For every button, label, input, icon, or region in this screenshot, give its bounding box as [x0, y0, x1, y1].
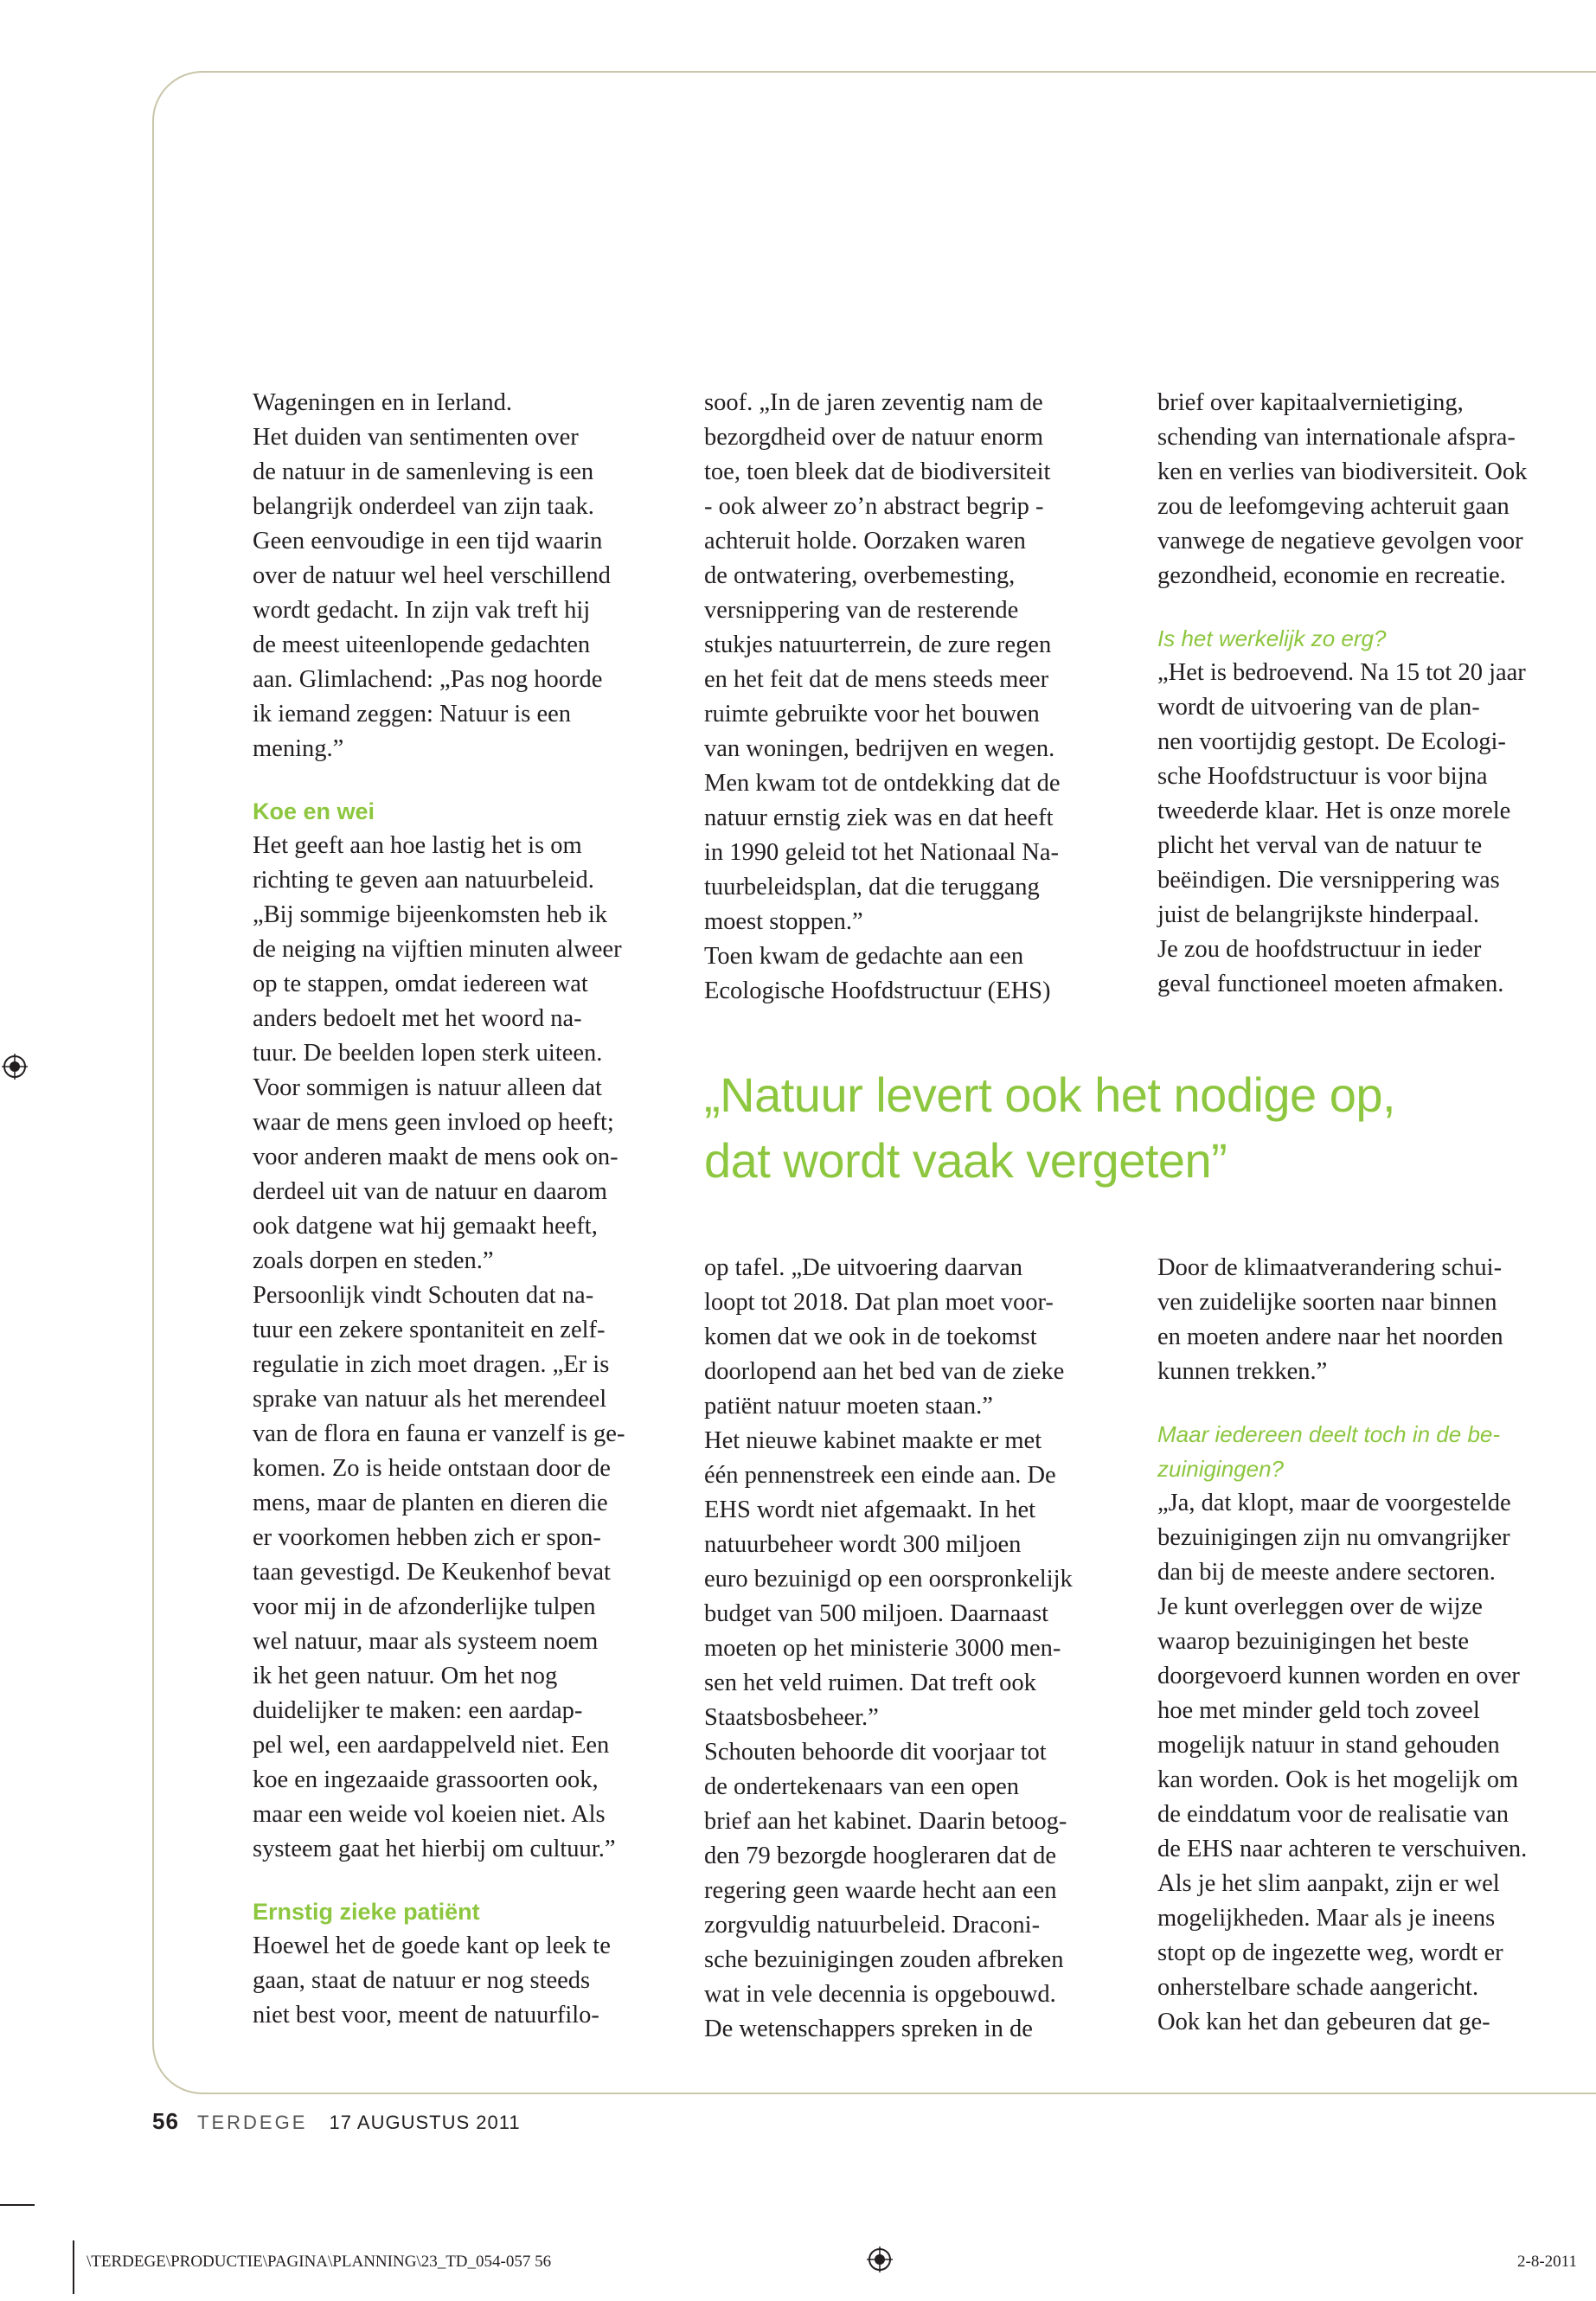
text-line: beëindigen. Die versnippering was	[1157, 867, 1500, 894]
text-line: van de flora en fauna er vanzelf is ge-	[253, 1420, 625, 1447]
text-line: Het geeft aan hoe lastig het is om	[253, 832, 582, 859]
paragraph	[704, 1251, 1137, 2047]
text-line: toe, toen bleek dat de biodiversiteit	[704, 458, 1051, 485]
text-line: achteruit holde. Oorzaken waren	[704, 528, 1026, 554]
text-line: zou de leefomgeving achteruit gaan	[1157, 493, 1509, 520]
text-line: ken en verlies van biodiversiteit. Ook	[1157, 458, 1528, 485]
pull-quote-line: „Natuur levert ook het nodige op,	[704, 1067, 1396, 1122]
crop-mark	[0, 2204, 35, 2206]
text-line: Hoewel het de goede kant op leek te	[253, 1932, 611, 1959]
text-line: geval functioneel moeten afmaken.	[1157, 971, 1504, 997]
text-line: niet best voor, meent de natuurfilo-	[253, 2002, 599, 2029]
text-line: mening.”	[253, 735, 344, 762]
text-line: tuurbeleidsplan, dat die teruggang	[704, 874, 1040, 901]
text-line: regering geen waarde hecht aan een	[704, 1877, 1057, 1904]
text-line: gezondheid, economie en recreatie.	[1157, 562, 1506, 589]
text-line: bezuinigingen zijn nu omvangrijker	[1157, 1524, 1510, 1551]
text-line: juist de belangrijkste hinderpaal.	[1157, 901, 1479, 928]
paragraph	[1157, 1251, 1590, 1389]
text-line: Je zou de hoofdstructuur in ieder	[1157, 936, 1482, 963]
text-line: Persoonlijk vindt Schouten dat na-	[253, 1282, 594, 1309]
registration-mark-icon	[867, 2247, 893, 2272]
text-line: Voor sommigen is natuur alleen dat	[253, 1074, 602, 1101]
text-line: stukjes natuurterrein, de zure regen	[704, 631, 1052, 658]
text-line: EHS wordt niet afgemaakt. In het	[704, 1497, 1036, 1523]
article-column-middle-bottom	[704, 1251, 1137, 2047]
text-line: systeem gaat het hierbij om cultuur.”	[253, 1836, 616, 1862]
text-line: Door de klimaatverandering schui-	[1157, 1254, 1503, 1281]
text-line: ook datgene wat hij gemaakt heeft,	[253, 1213, 598, 1240]
text-line: natuurbeheer wordt 300 miljoen	[704, 1531, 1022, 1558]
text-line: en moeten andere naar het noorden	[1157, 1324, 1503, 1350]
text-line: wordt gedacht. In zijn vak treft hij	[253, 597, 591, 624]
section-heading: Koe en wei	[253, 798, 375, 824]
text-line: mens, maar de planten en dieren die	[253, 1490, 608, 1516]
text-line: nen voortijdig gestopt. De Ecologi-	[1157, 728, 1506, 755]
text-line: doorgevoerd kunnen worden en over	[1157, 1663, 1520, 1689]
text-line: pel wel, een aardappelveld niet. Een	[253, 1732, 610, 1759]
paragraph	[1157, 386, 1590, 593]
text-line: - ook alweer zo’n abstract begrip -	[704, 493, 1044, 520]
text-line: Ook kan het dan gebeuren dat ge-	[1157, 2009, 1490, 2035]
text-line: dan bij de meeste andere sectoren.	[1157, 1559, 1496, 1586]
text-line: Ecologische Hoofdstructuur (EHS)	[704, 977, 1051, 1004]
text-line: voor anderen maakt de mens ook on-	[253, 1144, 619, 1170]
text-line: de natuur in de samenleving is een	[253, 458, 594, 485]
text-line: Als je het slim aanpakt, zijn er wel	[1157, 1870, 1500, 1897]
section-heading: Ernstig zieke patiënt	[253, 1899, 480, 1925]
text-line: in 1990 geleid tot het Nationaal Na-	[704, 839, 1059, 866]
text-line: sprake van natuur als het merendeel	[253, 1386, 607, 1413]
text-line: komen. Zo is heide ontstaan door de	[253, 1455, 611, 1482]
text-line: duidelijker te maken: een aardap-	[253, 1697, 583, 1724]
magazine-name: TERDEGE	[197, 2112, 308, 2133]
text-line: soof. „In de jaren zeventig nam de	[704, 389, 1043, 416]
text-line: budget van 500 miljoen. Daarnaast	[704, 1600, 1049, 1627]
text-line: loopt tot 2018. Dat plan moet voor-	[704, 1289, 1054, 1316]
text-line: „Ja, dat klopt, maar de voorgestelde	[1157, 1490, 1511, 1516]
text-line: zorgvuldig natuurbeleid. Draconi-	[704, 1912, 1041, 1939]
text-line: De wetenschappers spreken in de	[704, 2016, 1033, 2042]
paragraph	[253, 829, 685, 1867]
text-line: tuur een zekere spontaniteit en zelf-	[253, 1317, 606, 1343]
text-line: de ontwatering, overbemesting,	[704, 562, 1016, 589]
text-line: plicht het verval van de natuur te	[1157, 832, 1483, 859]
text-line: wel natuur, maar als systeem noem	[253, 1628, 599, 1655]
text-line: de neiging na vijftien minuten alweer	[253, 936, 622, 963]
text-line: mogelijk natuur in stand gehouden	[1157, 1732, 1500, 1759]
article-column-right-bottom	[1157, 1251, 1590, 2040]
text-line: sche bezuinigingen zouden afbreken	[704, 1946, 1064, 1973]
text-line: brief aan het kabinet. Daarin betoog-	[704, 1808, 1067, 1835]
text-line: bezorgdheid over de natuur enorm	[704, 424, 1044, 451]
crop-mark	[73, 2240, 74, 2294]
text-line: wordt de uitvoering van de plan-	[1157, 694, 1480, 721]
section-heading	[1157, 1417, 1590, 1486]
paragraph	[253, 386, 685, 766]
text-line: moeten op het ministerie 3000 men-	[704, 1635, 1061, 1662]
text-line: doorlopend aan het bed van de zieke	[704, 1358, 1065, 1385]
text-line: ik het geen natuur. Om het nog	[253, 1663, 558, 1689]
text-line: Het duiden van sentimenten over	[253, 424, 579, 451]
heading-line: zuinigingen?	[1157, 1456, 1285, 1482]
text-line: maar een weide vol koeien niet. Als	[253, 1801, 606, 1828]
paragraph	[1157, 1486, 1590, 2040]
text-line: Men kwam tot de ontdekking dat de	[704, 770, 1061, 797]
text-line: sen het veld ruimen. Dat treft ook	[704, 1670, 1036, 1696]
text-line: de ondertekenaars van een open	[704, 1773, 1019, 1800]
text-line: regulatie in zich moet dragen. „Er is	[253, 1351, 610, 1378]
issue-date: 17 AUGUSTUS 2011	[329, 2112, 521, 2133]
heading-line: Maar iedereen deelt toch in de be-	[1157, 1421, 1501, 1447]
text-line: aan. Glimlachend: „Pas nog hoorde	[253, 666, 603, 693]
text-line: ven zuidelijke soorten naar binnen	[1157, 1289, 1497, 1316]
paragraph	[704, 386, 1137, 1009]
text-line: ruimte gebruikte voor het bouwen	[704, 701, 1040, 727]
text-line: brief over kapitaalvernietiging,	[1157, 389, 1464, 416]
text-line: Je kunt overleggen over de wijze	[1157, 1593, 1483, 1620]
text-line: Schouten behoorde dit voorjaar tot	[704, 1739, 1047, 1766]
text-line: er voorkomen hebben zich er spon-	[253, 1524, 601, 1551]
text-line: gaan, staat de natuur er nog steeds	[253, 1967, 591, 1994]
slug-date: 2-8-2011	[1517, 2253, 1577, 2271]
text-line: tweederde klaar. Het is onze morele	[1157, 798, 1511, 824]
page-footer	[152, 2108, 521, 2135]
text-line: de meest uiteenlopende gedachten	[253, 631, 591, 658]
article-column-middle-top	[704, 386, 1137, 1009]
text-line: euro bezuinigd op een oorspronkelijk	[704, 1566, 1073, 1593]
page-number: 56	[152, 2108, 179, 2134]
text-line: tuur. De beelden lopen sterk uiteen.	[253, 1040, 603, 1067]
article-column-right-top	[1157, 386, 1590, 1002]
text-line: moest stoppen.”	[704, 908, 863, 935]
text-line: derdeel uit van de natuur en daarom	[253, 1178, 607, 1205]
text-line: vanwege de negatieve gevolgen voor	[1157, 528, 1523, 554]
text-line: anders bedoelt met het woord na-	[253, 1005, 582, 1032]
text-line: patiënt natuur moeten staan.”	[704, 1393, 993, 1420]
text-line: en het feit dat de mens steeds meer	[704, 666, 1049, 693]
text-line: stopt op de ingezette weg, wordt er	[1157, 1939, 1503, 1966]
text-line: den 79 bezorgde hoogleraren dat de	[704, 1843, 1057, 1869]
text-line: Wageningen en in Ierland.	[253, 389, 513, 416]
text-line: richting te geven aan natuurbeleid.	[253, 867, 594, 894]
text-line: zoals dorpen en steden.”	[253, 1247, 494, 1274]
text-line: „Het is bedroevend. Na 15 tot 20 jaar	[1157, 659, 1526, 686]
pull-quote-line: dat wordt vaak vergeten”	[704, 1133, 1227, 1188]
text-line: koe en ingezaaide grassoorten ook,	[253, 1766, 599, 1793]
paragraph	[253, 1929, 685, 2033]
text-line: de einddatum voor de realisatie van	[1157, 1801, 1509, 1828]
slug-path: \TERDEGE\PRODUCTIE\PAGINA\PLANNING\23_TD_054-057 56	[87, 2253, 552, 2271]
text-line: Toen kwam de gedachte aan een	[704, 943, 1024, 970]
text-line: Staatsbosbeheer.”	[704, 1704, 879, 1731]
text-line: hoe met minder geld toch zoveel	[1157, 1697, 1480, 1724]
text-line: taan gevestigd. De Keukenhof bevat	[253, 1559, 611, 1586]
text-line: mogelijkheden. Maar als je ineens	[1157, 1905, 1496, 1932]
text-line: „Bij sommige bijeenkomsten heb ik	[253, 901, 608, 928]
text-line: Het nieuwe kabinet maakte er met	[704, 1427, 1042, 1454]
text-line: schending van internationale afspra-	[1157, 424, 1516, 451]
text-line: over de natuur wel heel verschillend	[253, 562, 611, 589]
paragraph	[1157, 656, 1590, 1002]
text-line: voor mij in de afzonderlijke tulpen	[253, 1593, 596, 1620]
article-column-left	[253, 386, 685, 2033]
text-line: kunnen trekken.”	[1157, 1358, 1328, 1385]
text-line: waar de mens geen invloed op heeft;	[253, 1109, 614, 1136]
text-line: van woningen, bedrijven en wegen.	[704, 735, 1055, 762]
text-line: waarop bezuinigingen het beste	[1157, 1628, 1470, 1655]
text-line: één pennenstreek een einde aan. De	[704, 1462, 1056, 1489]
registration-mark-icon	[2, 1054, 28, 1080]
text-line: ik iemand zeggen: Natuur is een	[253, 701, 571, 727]
text-line: sche Hoofdstructuur is voor bijna	[1157, 763, 1488, 790]
pull-quote	[704, 1062, 1569, 1194]
text-line: versnippering van de resterende	[704, 597, 1019, 624]
text-line: onherstelbare schade aangericht.	[1157, 1974, 1479, 2001]
text-line: wat in vele decennia is opgebouwd.	[704, 1981, 1056, 2008]
text-line: op tafel. „De uitvoering daarvan	[704, 1254, 1022, 1281]
text-line: komen dat we ook in de toekomst	[704, 1324, 1037, 1350]
text-line: natuur ernstig ziek was en dat heeft	[704, 804, 1054, 831]
text-line: kan worden. Ook is het mogelijk om	[1157, 1766, 1519, 1793]
text-line: belangrijk onderdeel van zijn taak.	[253, 493, 594, 520]
text-line: de EHS naar achteren te verschuiven.	[1157, 1836, 1528, 1862]
text-line: op te stappen, omdat iedereen wat	[253, 971, 588, 997]
section-heading: Is het werkelijk zo erg?	[1157, 625, 1387, 651]
text-line: Geen eenvoudige in een tijd waarin	[253, 528, 603, 554]
